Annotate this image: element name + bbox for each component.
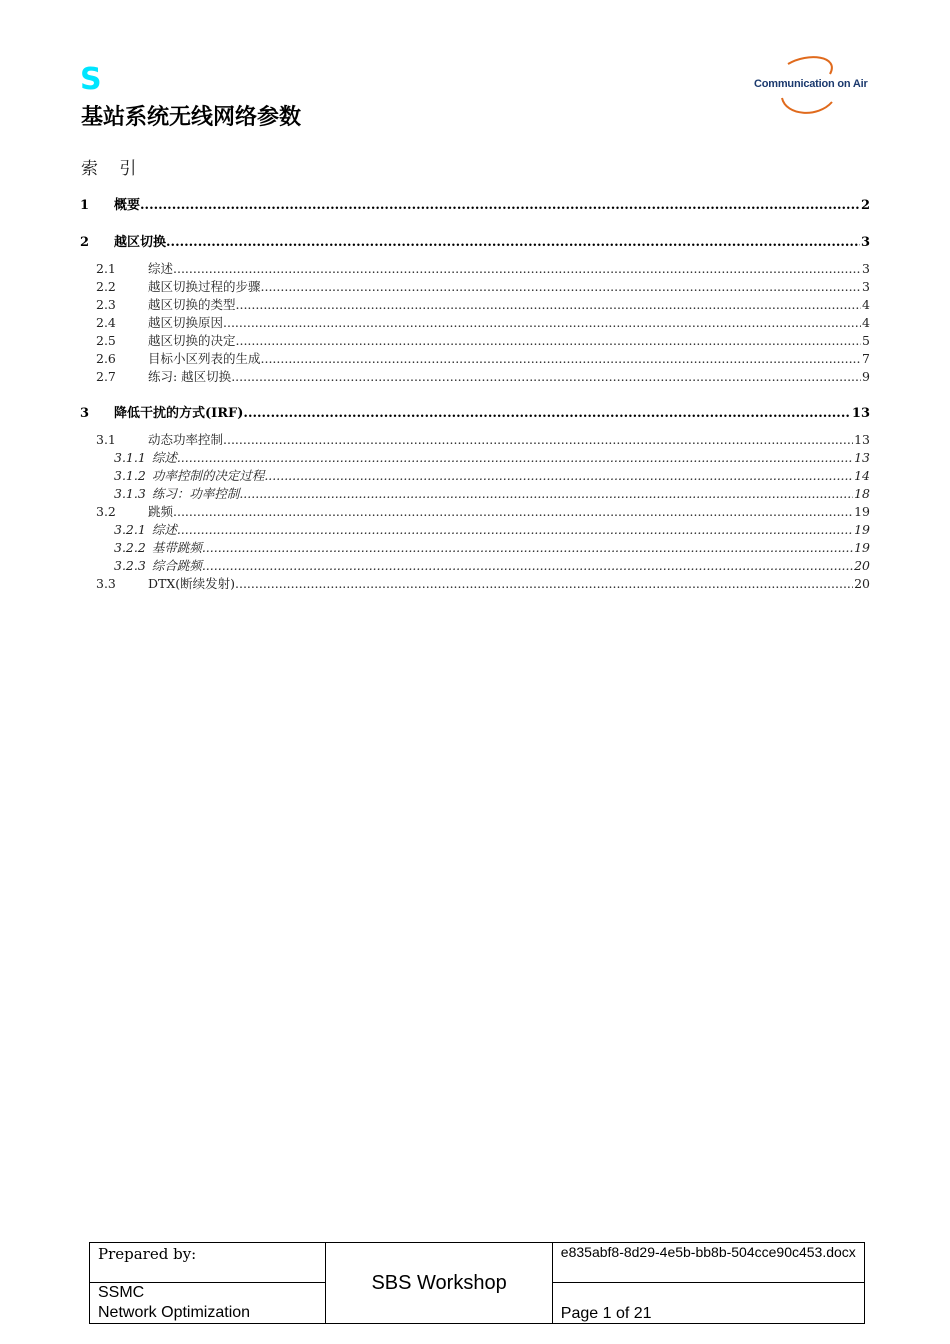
toc-dot-leader bbox=[140, 196, 860, 215]
toc-entry[interactable] bbox=[80, 314, 870, 332]
toc-entry[interactable] bbox=[80, 503, 870, 521]
toc-entry[interactable] bbox=[80, 557, 870, 575]
toc-entry-title: 功率控制的决定过程 bbox=[151, 468, 265, 483]
toc-dot-leader bbox=[223, 314, 861, 332]
toc-entry-page: 3 bbox=[860, 235, 870, 250]
toc-entry-title: 越区切换的决定 bbox=[148, 333, 236, 348]
toc-entry-number: 2.6 bbox=[96, 351, 116, 366]
toc-dot-leader bbox=[177, 449, 853, 467]
document-filename: e835abf8-8d29-4e5b-bb8b-504cce90c453.docx bbox=[552, 1243, 864, 1283]
toc-entry-page: 2 bbox=[860, 198, 870, 213]
toc-entry-number: 3.2.1 bbox=[114, 522, 146, 537]
prepared-by-label: Prepared by: bbox=[90, 1243, 326, 1283]
toc-entry-title: 越区切换的类型 bbox=[148, 297, 236, 312]
toc-entry[interactable] bbox=[80, 449, 870, 467]
toc-dot-leader bbox=[236, 296, 862, 314]
toc-entry-number: 3 bbox=[80, 406, 90, 421]
toc-entry[interactable] bbox=[80, 350, 870, 368]
toc-dot-leader bbox=[202, 557, 853, 575]
organization bbox=[90, 1283, 326, 1324]
toc-dot-leader bbox=[223, 431, 853, 449]
toc-dot-leader bbox=[166, 233, 860, 252]
toc-entry-page: 19 bbox=[854, 504, 870, 519]
toc-entry-number: 3.1.3 bbox=[114, 486, 146, 501]
toc-entry-title: 越区切换 bbox=[114, 235, 167, 250]
workshop-title: SBS Workshop bbox=[326, 1243, 552, 1324]
toc-entry-number: 3.1.1 bbox=[114, 450, 146, 465]
toc-entry[interactable] bbox=[80, 233, 870, 252]
toc-entry-title: 练习：功率控制 bbox=[151, 486, 240, 501]
toc-entry[interactable] bbox=[80, 431, 870, 449]
toc-dot-leader bbox=[177, 521, 853, 539]
toc-entry[interactable] bbox=[80, 521, 870, 539]
toc-entry[interactable] bbox=[80, 485, 870, 503]
toc-entry-title: 目标小区列表的生成 bbox=[148, 351, 261, 366]
toc-entry-page: 4 bbox=[862, 315, 870, 330]
toc-entry-title: 综述 bbox=[151, 450, 177, 465]
toc-entry-number: 2.4 bbox=[96, 315, 116, 330]
toc-entry-number: 3.2 bbox=[96, 504, 116, 519]
logo-text: Communication on Air bbox=[754, 78, 868, 90]
toc-entry-page: 13 bbox=[854, 450, 870, 465]
toc-entry-page: 19 bbox=[854, 540, 870, 555]
toc-entry[interactable] bbox=[80, 404, 870, 423]
toc-dot-leader bbox=[261, 350, 862, 368]
toc-dot-leader bbox=[231, 368, 861, 386]
toc-entry-number: 3.2.3 bbox=[114, 558, 146, 573]
index-heading: 索 引 bbox=[81, 159, 145, 179]
toc-entry-number: 2.5 bbox=[96, 333, 116, 348]
toc-entry-title: 动态功率控制 bbox=[148, 432, 224, 447]
toc-dot-leader bbox=[236, 332, 862, 350]
toc-dot-leader bbox=[261, 278, 862, 296]
organization-name: SSMC bbox=[98, 1284, 145, 1301]
toc-entry-page: 20 bbox=[854, 576, 870, 591]
toc-dot-leader bbox=[235, 575, 853, 593]
toc-dot-leader bbox=[202, 539, 853, 557]
toc-entry-page: 20 bbox=[854, 558, 870, 573]
toc-entry[interactable] bbox=[80, 278, 870, 296]
toc-entry-title: 概要 bbox=[114, 198, 141, 213]
toc-entry-page: 9 bbox=[862, 369, 870, 384]
toc-entry-number: 2.3 bbox=[96, 297, 116, 312]
toc-entry-number: 3.1.2 bbox=[114, 468, 146, 483]
toc-dot-leader bbox=[264, 467, 853, 485]
company-logo bbox=[748, 54, 872, 120]
toc-entry-page: 14 bbox=[854, 468, 870, 483]
toc-entry-page: 13 bbox=[854, 432, 870, 447]
toc-entry-page: 3 bbox=[862, 279, 870, 294]
toc-entry-number: 3.3 bbox=[96, 576, 116, 591]
toc-entry-page: 13 bbox=[851, 406, 870, 421]
header-mark: S bbox=[80, 62, 102, 97]
toc-entry-page: 5 bbox=[862, 333, 870, 348]
page-footer bbox=[89, 1242, 865, 1324]
toc-entry-number: 2 bbox=[80, 235, 90, 250]
toc-entry-number: 3.2.2 bbox=[114, 540, 146, 555]
toc-dot-leader bbox=[239, 485, 853, 503]
toc-entry-page: 19 bbox=[854, 522, 870, 537]
toc-entry-number: 1 bbox=[80, 198, 90, 213]
toc-dot-leader bbox=[173, 503, 853, 521]
toc-entry[interactable] bbox=[80, 368, 870, 386]
toc-dot-leader bbox=[243, 404, 850, 423]
toc-entry-title: 越区切换过程的步骤 bbox=[148, 279, 261, 294]
page-number: Page 1 of 21 bbox=[552, 1283, 864, 1324]
organization-department: Network Optimization bbox=[98, 1304, 251, 1321]
toc-entry-title: 越区切换原因 bbox=[148, 315, 224, 330]
toc-entry-page: 7 bbox=[862, 351, 870, 366]
document-title: 基站系统无线网络参数 bbox=[81, 105, 302, 130]
toc-entry[interactable] bbox=[80, 575, 870, 593]
toc-entry-number: 2.1 bbox=[96, 261, 116, 276]
toc-entry-title: 综述 bbox=[148, 261, 174, 276]
toc-entry-number: 2.2 bbox=[96, 279, 116, 294]
toc-entry-number: 2.7 bbox=[96, 369, 116, 384]
toc-entry-page: 18 bbox=[854, 486, 870, 501]
toc-entry-title: 跳频 bbox=[148, 504, 174, 519]
toc-entry-page: 3 bbox=[862, 261, 870, 276]
toc-entry[interactable] bbox=[80, 539, 870, 557]
table-of-contents bbox=[80, 196, 870, 593]
toc-entry-title: 基带跳频 bbox=[151, 540, 202, 555]
toc-entry-page: 4 bbox=[862, 297, 870, 312]
toc-entry-title: 综述 bbox=[151, 522, 177, 537]
toc-entry[interactable] bbox=[80, 296, 870, 314]
toc-entry-title: DTX(断续发射) bbox=[148, 576, 236, 591]
toc-entry[interactable] bbox=[80, 196, 870, 215]
toc-entry-title: 综合跳频 bbox=[151, 558, 202, 573]
toc-entry-title: 练习: 越区切换 bbox=[148, 369, 232, 384]
toc-dot-leader bbox=[173, 260, 861, 278]
toc-entry-title: 降低干扰的方式(IRF) bbox=[114, 406, 244, 421]
toc-entry[interactable] bbox=[80, 260, 870, 278]
toc-entry[interactable] bbox=[80, 467, 870, 485]
toc-entry[interactable] bbox=[80, 332, 870, 350]
toc-entry-number: 3.1 bbox=[96, 432, 116, 447]
